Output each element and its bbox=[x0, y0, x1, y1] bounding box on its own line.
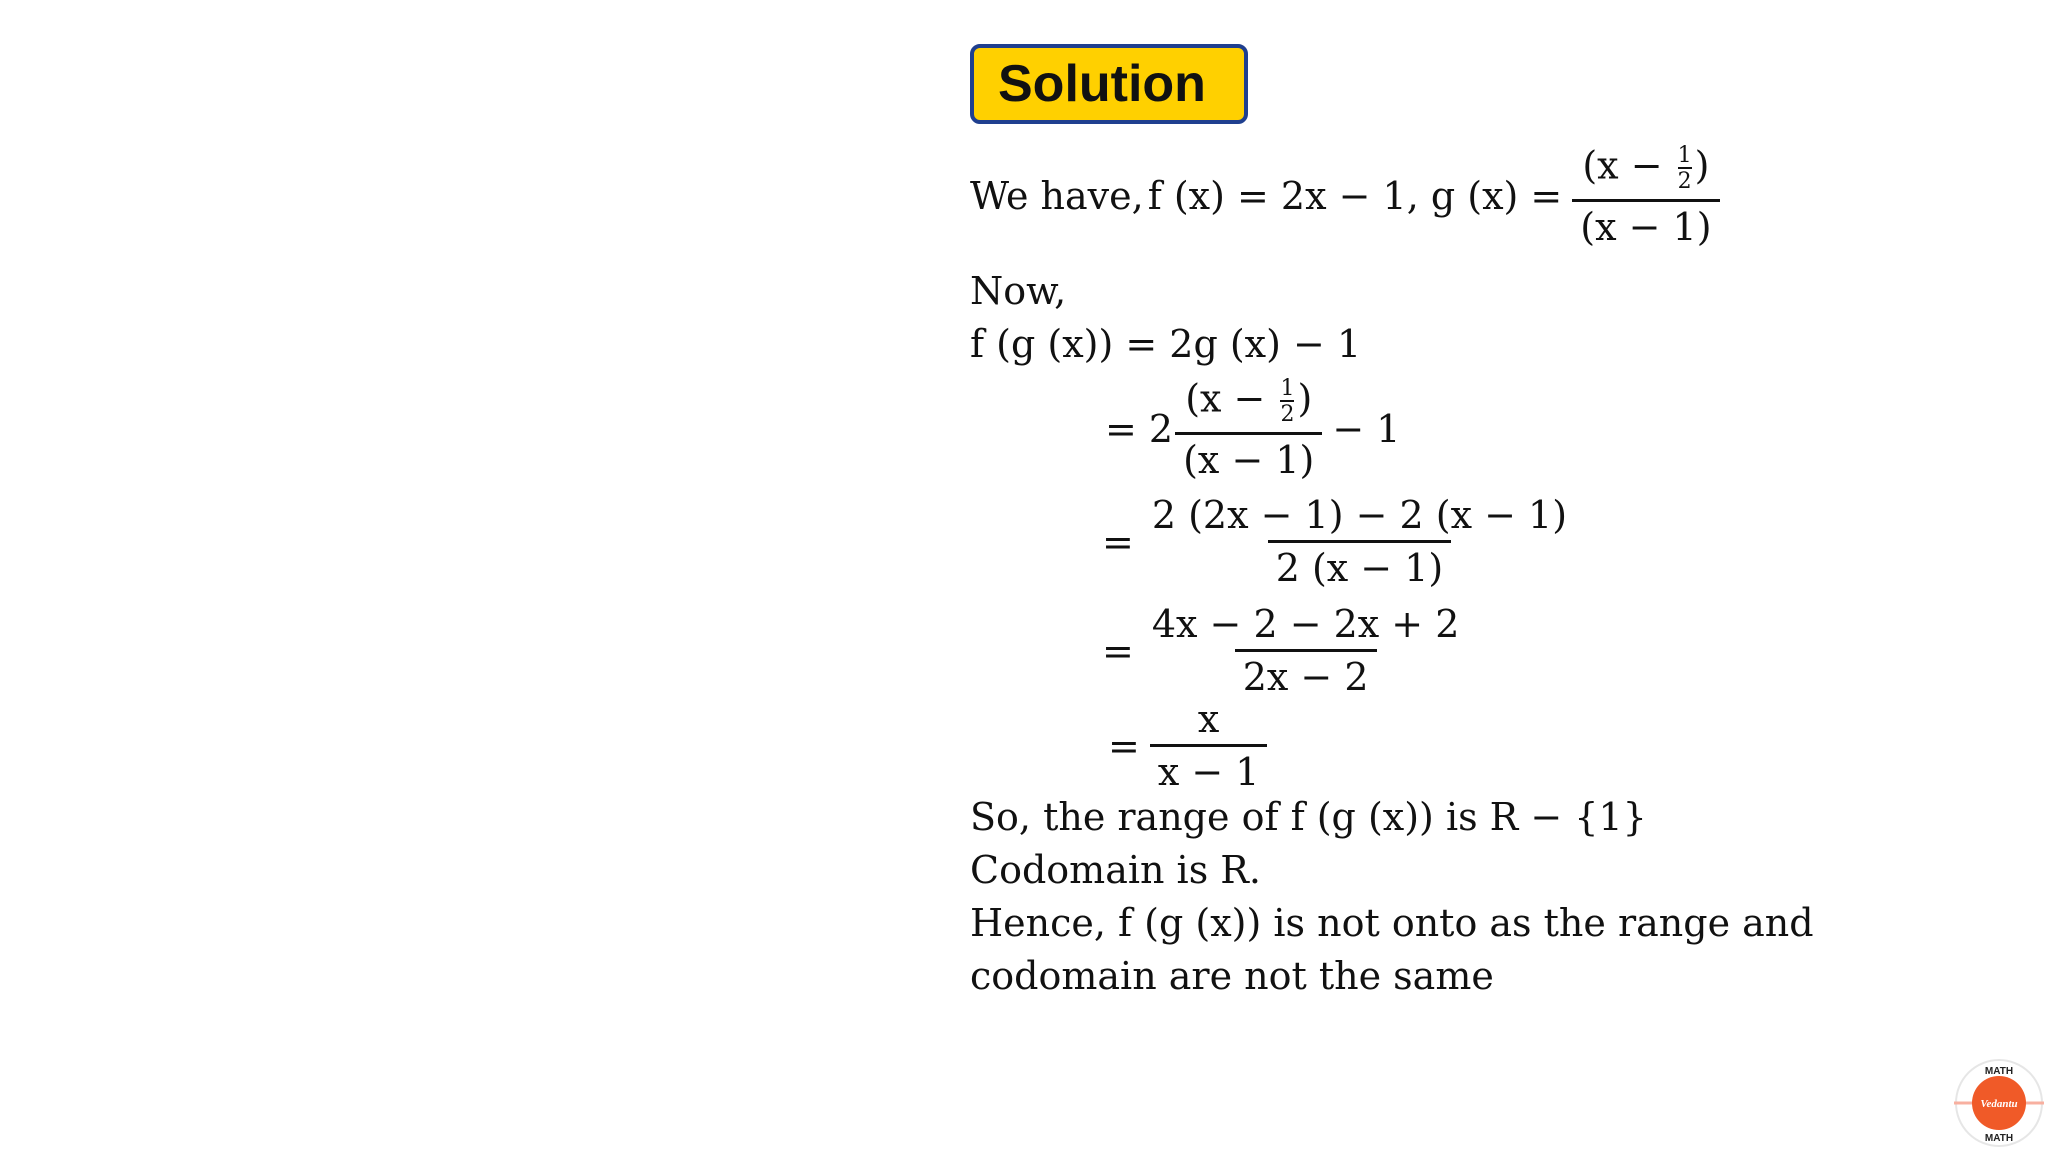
step1-denominator: (x − 1) bbox=[1175, 432, 1322, 479]
given-functions-line bbox=[970, 143, 1730, 249]
solution-badge bbox=[970, 44, 1248, 124]
solution-label: Solution bbox=[998, 55, 1206, 113]
step3-fraction bbox=[1144, 602, 1468, 699]
step2-equals: = bbox=[1102, 519, 1134, 564]
logo-top-text: MATH bbox=[1984, 1066, 2014, 1077]
logo-bottom-text: MATH bbox=[1984, 1133, 2014, 1144]
step2-numerator: 2 (2x − 1) − 2 (x − 1) bbox=[1151, 493, 1568, 537]
conclusion-range: So, the range of f (g (x)) is R − {1} bbox=[970, 795, 1647, 839]
conclusion-not-onto-1: Hence, f (g (x)) is not onto as the range and bbox=[970, 901, 1814, 945]
step1-numerator: (x − $\frac{1}{2}$ ) bbox=[1185, 376, 1313, 427]
step4-fraction bbox=[1150, 697, 1268, 794]
composition-step-3 bbox=[1102, 602, 1477, 699]
step3-denominator: 2x − 2 bbox=[1235, 649, 1377, 696]
step2-fraction bbox=[1144, 493, 1575, 590]
conclusion-codomain: Codomain is R. bbox=[970, 848, 1261, 892]
step4-equals: = bbox=[1108, 723, 1140, 768]
vedantu-logo bbox=[1954, 1058, 2044, 1148]
step1-prefix: = 2 bbox=[1105, 406, 1174, 451]
logo-center-text: Vedantu bbox=[1980, 1098, 2018, 1110]
g-numerator: (x − $\frac{1}{2}$ ) bbox=[1582, 143, 1710, 194]
g-fraction bbox=[1572, 143, 1719, 249]
step4-numerator: x bbox=[1197, 697, 1220, 741]
step4-denominator: x − 1 bbox=[1150, 744, 1268, 791]
composition-step-0: f (g (x)) = 2g (x) − 1 bbox=[970, 322, 1362, 366]
given-prefix: We have, bbox=[970, 173, 1144, 218]
step1-suffix: − 1 bbox=[1332, 406, 1401, 451]
step3-equals: = bbox=[1102, 628, 1134, 673]
g-denominator: (x − 1) bbox=[1572, 199, 1719, 246]
now-label: Now, bbox=[970, 269, 1067, 313]
composition-step-2 bbox=[1102, 493, 1585, 590]
composition-step-4 bbox=[1108, 697, 1277, 794]
conclusion-not-onto-2: codomain are not the same bbox=[970, 954, 1494, 998]
step2-denominator: 2 (x − 1) bbox=[1268, 540, 1452, 587]
given-f-definition: f (x) = 2x − 1, g (x) = bbox=[1147, 173, 1563, 218]
step3-numerator: 4x − 2 − 2x + 2 bbox=[1151, 602, 1460, 646]
step1-fraction bbox=[1175, 376, 1322, 482]
composition-step-1 bbox=[1105, 376, 1401, 482]
